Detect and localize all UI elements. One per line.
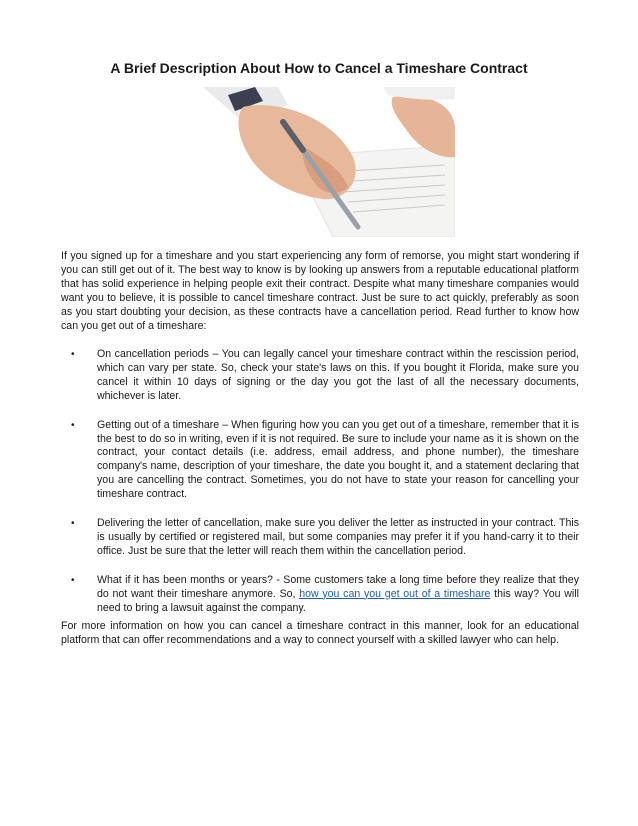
- bullet-text-before-link: What if it has been months or years? - Some customers take a long time before they realize that they do not want their timeshare anymore. So,: [97, 573, 579, 600]
- hero-image-hand-signing-contract: [183, 87, 455, 237]
- outro-paragraph: For more information on how you can cancel a timeshare contract in this manner, look for an educational platform that can offer recommendations and a way to connect yourself with a skilled lawyer who can help.: [61, 620, 579, 646]
- bullet-icon: •: [71, 419, 75, 431]
- bullet-text: On cancellation periods – You can legally cancel your timeshare contract within the rescission period, which can vary per state. So, check your state's laws on this. If you bought it Florida, make sure you cancel it within 10 days of signing or the day you got the last of all the necessary documents, whichever is later.: [97, 348, 579, 402]
- list-item: [61, 419, 579, 502]
- bullet-text-after-link: this way? You will need to bring a lawsuit against the company.: [97, 587, 579, 614]
- page-title: A Brief Description About How to Cancel a Timeshare Contract: [110, 60, 528, 76]
- bullet-icon: •: [71, 574, 75, 586]
- list-item: [61, 574, 579, 616]
- bullet-icon: •: [71, 349, 75, 360]
- list-item: [61, 348, 579, 404]
- bullet-icon: •: [71, 518, 75, 530]
- bullet-list: [61, 348, 579, 631]
- list-item: [61, 517, 579, 559]
- intro-paragraph: If you signed up for a timeshare and you start experiencing any form of remorse, you might start wondering if you can still get out of it. The best way to know is by looking up answers from a reputable educational platform that has solid experience in helping people exit their contract. Despite what many timeshare companies would want you to believe, it is possible to cancel timeshare contract. Just be sure to act quickly, preferably as soon as you start doubting your decision, as these contracts have a cancellation period. Read further to know how can you get out of a timeshare:: [61, 250, 579, 332]
- bullet-text: Getting out of a timeshare – When figuring how you can you get out of a timeshare, remember that it is the best to do so in writing, even if it is not required. Be sure to include your name as it is shown on the contract, your contact details (i.e. address, email address, and phone number), the timeshare company's name, description of your timeshare, the date you bought it, and a statement declaring that you are cancelling the contract. Sometimes, you do not have to state your reason for cancelling your timeshare contract.: [97, 418, 579, 501]
- bullet-text: Delivering the letter of cancellation, make sure you deliver the letter as instructed in your contract. This is usually by certified or registered mail, but some companies may prefer it if you hand-carry it to their office. Just be sure that the letter will reach them within the cancellation period.: [97, 517, 579, 557]
- timeshare-exit-link[interactable]: how you can you get out of a timeshare: [299, 587, 491, 600]
